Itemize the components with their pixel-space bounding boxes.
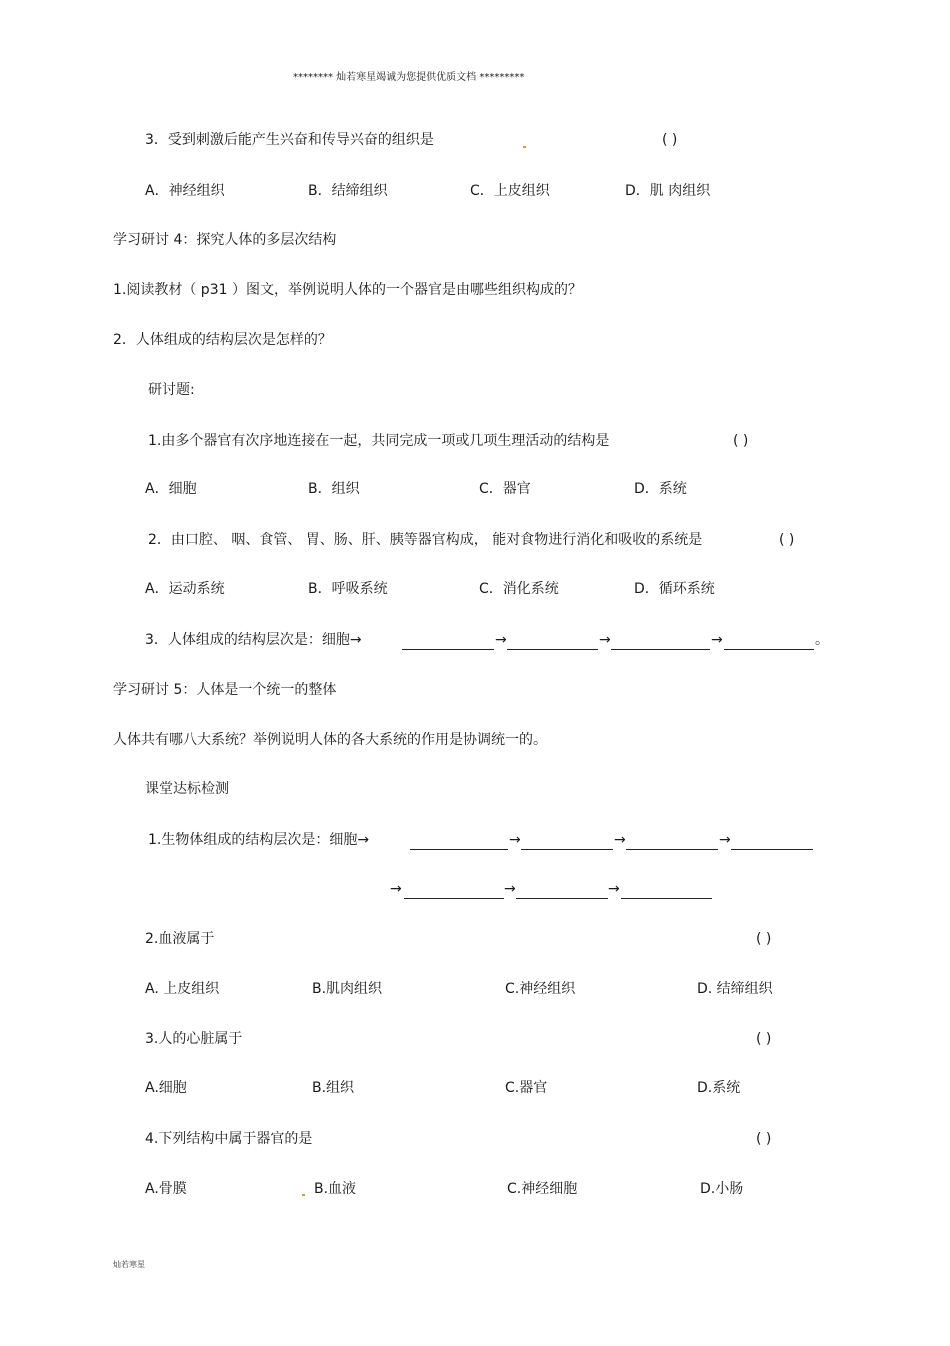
fill-blank[interactable] [621, 898, 712, 899]
answer-paren: ( ) [779, 532, 795, 548]
option-c: C.器官 [505, 1080, 548, 1096]
option-c: C．上皮组织 [470, 183, 550, 199]
arrow: → [711, 632, 723, 648]
option-b: B.血液 [314, 1181, 357, 1197]
option-a: A．神经组织 [145, 183, 225, 199]
fill-blank[interactable] [410, 849, 508, 850]
option-b: B．组织 [308, 481, 360, 497]
option-d: D．肌 肉组织 [625, 183, 711, 199]
period: 。 [815, 632, 829, 648]
fill-blank[interactable] [626, 849, 718, 850]
highlight-dot [523, 146, 526, 148]
fill-blank[interactable] [724, 649, 814, 650]
option-a: A.骨膜 [145, 1181, 187, 1197]
option-a: A．运动系统 [145, 581, 225, 597]
arrow: → [390, 881, 402, 897]
check-heading: 课堂达标检测 [145, 781, 229, 797]
page-header: ******** 灿若寒星竭诚为您提供优质文档 ********* [293, 72, 525, 83]
fill-blank[interactable] [404, 898, 504, 899]
option-a: A.细胞 [145, 1080, 187, 1096]
fill-blank[interactable] [516, 898, 608, 899]
discussion-heading: 研讨题: [148, 382, 195, 398]
section-4-title: 学习研讨 4：探究人体的多层次结构 [113, 232, 337, 248]
fill-blank[interactable] [731, 849, 813, 850]
fill-blank[interactable] [507, 649, 598, 650]
section-5-question: 人体共有哪八大系统？举例说明人体的各大系统的作用是协调统一的。 [113, 732, 547, 748]
fill-blank[interactable] [521, 849, 613, 850]
arrow: → [614, 832, 626, 848]
option-b: B.组织 [312, 1080, 355, 1096]
option-d: D．循环系统 [634, 581, 715, 597]
answer-paren: ( ) [756, 1031, 772, 1047]
option-b: B.肌肉组织 [312, 981, 383, 997]
answer-paren: ( ) [756, 931, 772, 947]
check-4-stem: 4.下列结构中属于器官的是 [145, 1131, 313, 1147]
arrow: → [719, 832, 731, 848]
section-5-title: 学习研讨 5：人体是一个统一的整体 [113, 682, 337, 698]
check-2-stem: 2.血液属于 [145, 931, 215, 947]
option-d: D．系统 [634, 481, 687, 497]
option-c: C．消化系统 [479, 581, 559, 597]
check-1-stem: 1.生物体组成的结构层次是：细胞→ [148, 832, 370, 848]
option-c: C．器官 [479, 481, 531, 497]
arrow: → [509, 832, 521, 848]
discussion-2-stem: 2．由口腔、 咽、食管、 胃、肠、肝、胰等器官构成， 能对食物进行消化和吸收的系统是 [148, 532, 703, 548]
option-d: D. 结缔组织 [697, 981, 773, 997]
section-4-question-2: 2．人体组成的结构层次是怎样的？ [113, 332, 332, 348]
option-b: B．结缔组织 [308, 183, 388, 199]
highlight-dot [302, 1194, 305, 1196]
check-3-stem: 3.人的心脏属于 [145, 1031, 243, 1047]
answer-paren: ( ) [756, 1131, 772, 1147]
arrow: → [495, 632, 507, 648]
discussion-1-stem: 1.由多个器官有次序地连接在一起，共同完成一项或几项生理活动的结构是 [148, 433, 610, 449]
option-b: B．呼吸系统 [308, 581, 388, 597]
arrow: → [608, 881, 620, 897]
fill-blank[interactable] [611, 649, 710, 650]
arrow: → [504, 881, 516, 897]
option-c: C.神经组织 [505, 981, 576, 997]
option-a: A. 上皮组织 [145, 981, 220, 997]
option-d: D.系统 [697, 1080, 741, 1096]
option-a: A．细胞 [145, 481, 197, 497]
option-d: D.小肠 [700, 1181, 744, 1197]
section-4-question-1: 1.阅读教材（ p31 ）图文，举例说明人体的一个器官是由哪些组织构成的？ [113, 282, 582, 298]
arrow: → [599, 632, 611, 648]
page-footer: 灿若寒星 [113, 1260, 145, 1269]
answer-paren: ( ) [733, 433, 749, 449]
question-3-stem: 3．受到刺激后能产生兴奋和传导兴奋的组织是 [145, 132, 434, 148]
fill-blank[interactable] [402, 649, 494, 650]
option-c: C.神经细胞 [507, 1181, 578, 1197]
discussion-3-stem: 3．人体组成的结构层次是：细胞→ [145, 632, 362, 648]
answer-paren: ( ) [662, 132, 678, 148]
